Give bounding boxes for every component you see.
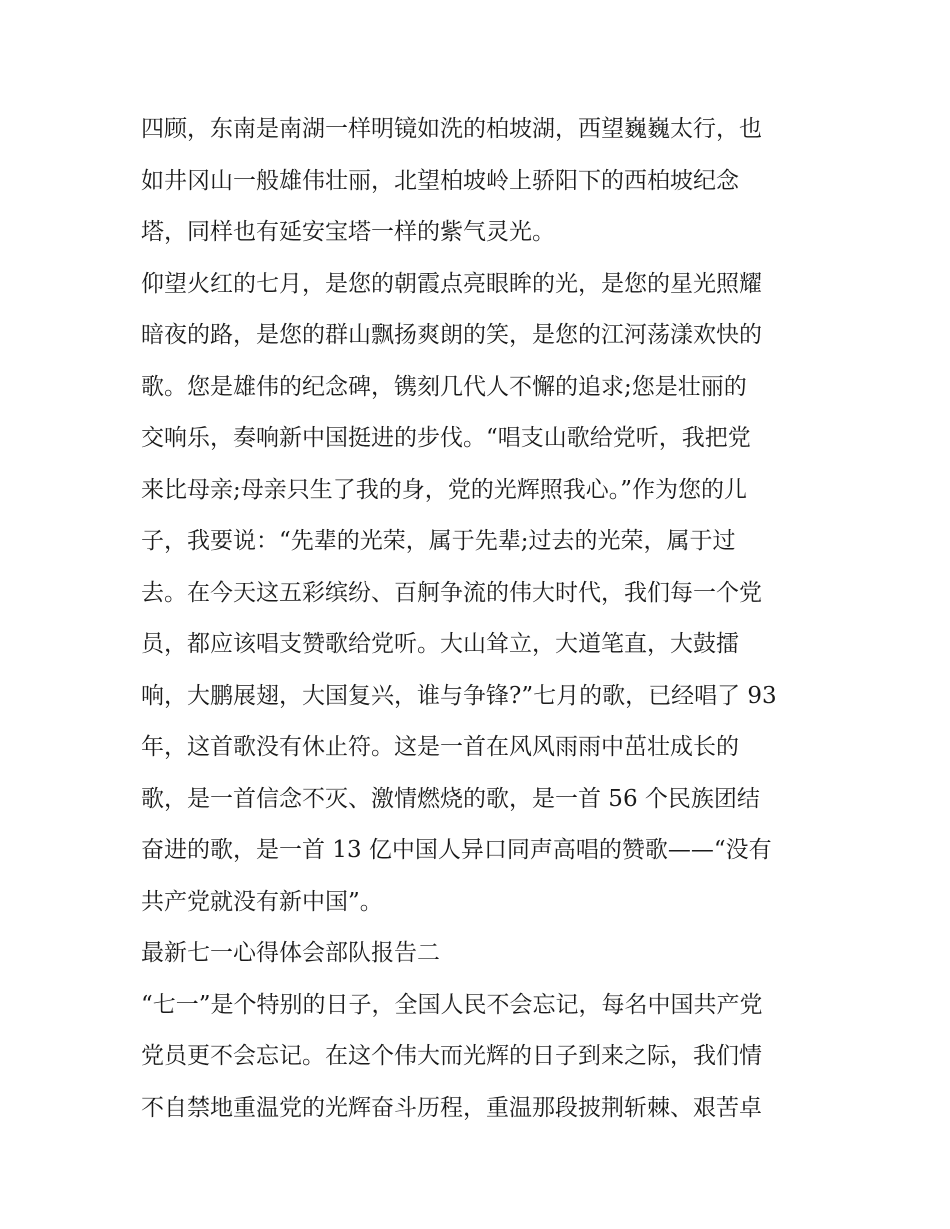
text-line: 暗夜的路，是您的群山飘扬爽朗的笑，是您的江河荡漾欢快的	[141, 322, 762, 348]
document-body	[141, 104, 813, 1134]
text-line: 员，都应该唱支赞歌给党听。大山耸立，大道笔直，大鼓擂	[141, 631, 739, 657]
text-line: 不自禁地重温党的光辉奋斗历程，重温那段披荆斩棘、艰苦卓	[141, 1094, 762, 1121]
text-line: 去。在今天这五彩缤纷、百舸争流的伟大时代，我们每一个党	[141, 579, 762, 606]
text-line: 歌，是一首信念不灭、激情燃烧的歌，是一首 56 个民族团结	[141, 785, 760, 812]
text-line: 四顾，东南是南湖一样明镜如洗的柏坡湖，西望巍巍太行，也	[141, 116, 762, 142]
text-line: 共产党就没有新中国”。	[141, 888, 383, 915]
text-line: 交响乐，奏响新中国挺进的步伐。“唱支山歌给党听，我把党	[141, 425, 751, 451]
text-line: 奋进的歌，是一首 13 亿中国人异口同声高唱的赞歌——“没有	[141, 837, 772, 863]
text-line: 来比母亲;母亲只生了我的身，党的光辉照我心。”作为您的儿	[141, 476, 748, 503]
section-heading: 最新七一心得体会部队报告二	[141, 940, 440, 966]
text-line: 歌。您是雄伟的纪念碑，镌刻几代人不懈的追求;您是壮丽的	[141, 373, 747, 400]
text-line: 如井冈山一般雄伟壮丽，北望柏坡岭上骄阳下的西柏坡纪念	[141, 167, 739, 194]
text-line: 年，这首歌没有休止符。这是一首在风风雨雨中茁壮成长的	[141, 734, 739, 760]
text-line: 塔，同样也有延安宝塔一样的紫气灵光。	[141, 219, 555, 245]
text-line: “七一”是个特别的日子，全国人民不会忘记，每名中国共产党	[141, 991, 763, 1018]
text-line: 子，我要说：“先辈的光荣，属于先辈;过去的光荣，属于过	[141, 528, 736, 554]
text-line: 响，大鹏展翅，大国复兴，谁与争锋?”七月的歌，已经唱了 93	[141, 682, 777, 709]
text-line: 党员更不会忘记。在这个伟大而光辉的日子到来之际，我们情	[141, 1043, 762, 1069]
text-line: 仰望火红的七月，是您的朝霞点亮眼眸的光，是您的星光照耀	[141, 270, 762, 297]
